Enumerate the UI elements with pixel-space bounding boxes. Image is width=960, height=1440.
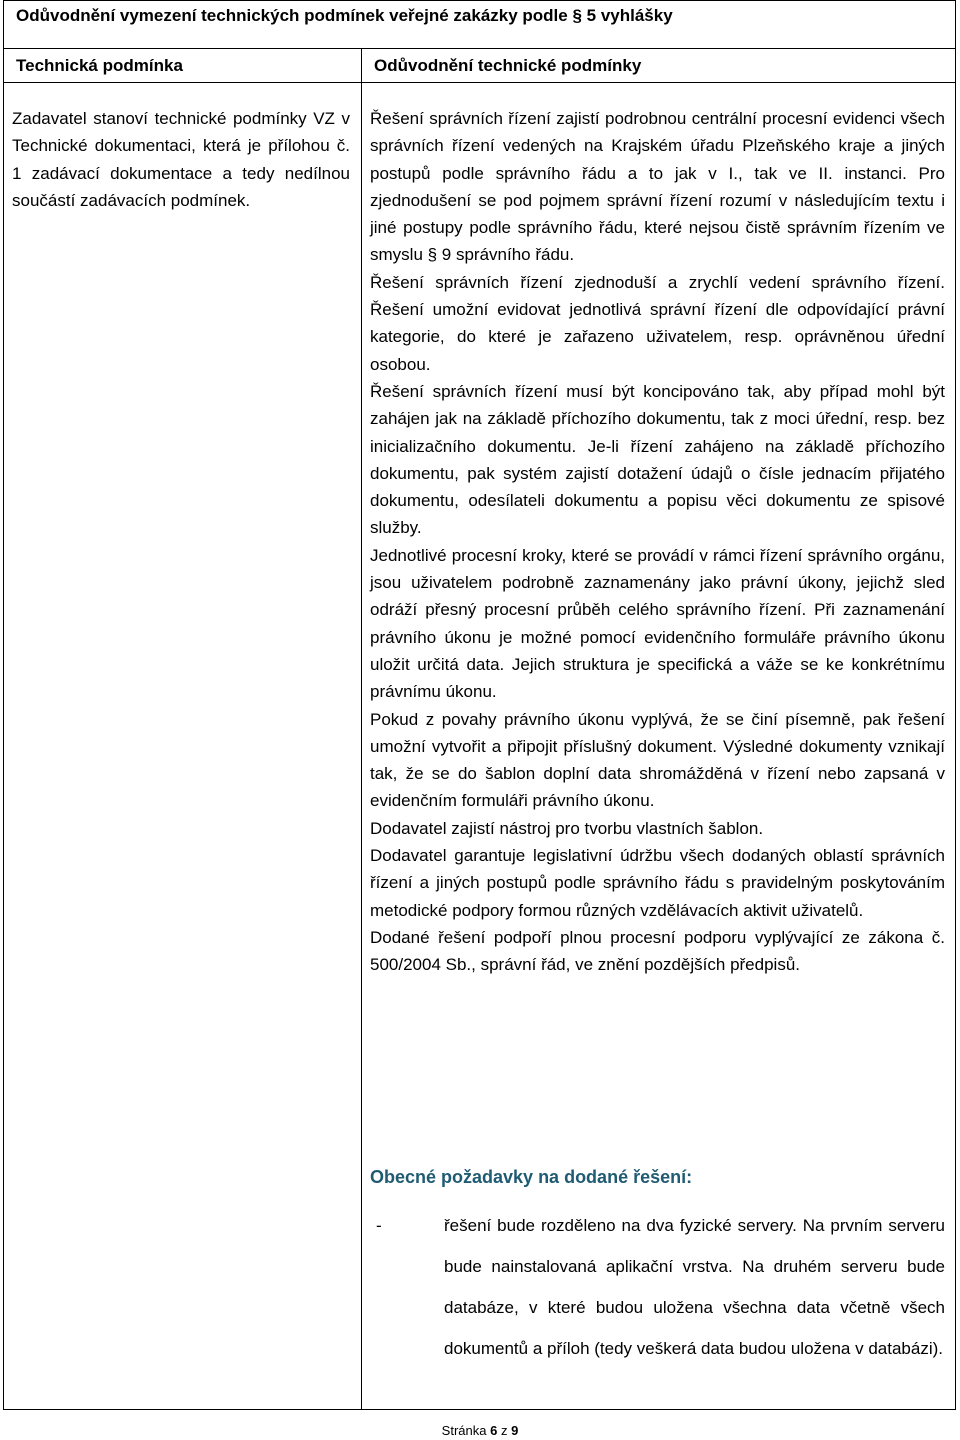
paragraph: Řešení správních řízení zjednoduší a zrychlí vedení správního řízení. Řešení umožní evidovat jednotlivá správní řízení dle odpovídající právní kategorie, do které je zařazeno uživatelem, resp. oprávněnou úřední osobou. [370,272,945,374]
footer-separator: z [500,1423,508,1438]
page-heading: Odůvodnění vymezení technických podmínek veřejné zakázky podle § 5 vyhlášky [16,6,673,25]
column-header-right: Odůvodnění technické podmínky [374,56,642,75]
paragraph: Řešení správních řízení zajistí podrobnou centrální procesní evidenci všech správních řízení vedených na Krajském úřadu Plzeňského kraje a jiných postupů podle správního řádu a to jak v I., tak ve II. instanci. Pro zjednodušení se pod pojmem správní řízení rozumí v následujícím textu i jiné postupy podle správního řádu, které nejsou čistě správním řízením ve smyslu § 9 správního řádu. [370,109,945,265]
column-divider [361,49,362,1409]
paragraph: Dodané řešení podpoří plnou procesní podporu vyplývající ze zákona č. 500/2004 Sb., správní řád, ve znění pozdějších předpisů. [370,927,945,975]
paragraph: Řešení správních řízení musí být koncipováno tak, aby případ mohl být zahájen jak na základě příchozího dokumentu, tak z moci úřední, resp. bez inicializačního dokumentu. Je-li řízení zahájeno na základě příchozího dokumentu, pak systém zajistí dotažení údajů o čísle jednacím přijatého dokumentu, odesílateli dokumentu a popisu věci dokumentu ze spisové služby. [370,381,945,538]
paragraph: Pokud z povahy právního úkonu vyplývá, že se činí písemně, pak řešení umožní vytvořit a připojit příslušný dokument. Výsledné dokumenty vznikají tak, že se do šablon doplní data shromážděná v řízení nebo zapsaná v evidenčním formuláři právního úkonu. [370,709,945,811]
footer-page-number: 6 [490,1423,498,1438]
footer-page-total: 9 [511,1423,519,1438]
paragraph: Dodavatel garantuje legislativní údržbu všech dodaných oblastí správních řízení a jiných postupů podle správního řádu s pravidelným poskytováním metodické podpory formou různých vzdělávacích aktivit uživatelů. [370,846,945,920]
column-header-left: Technická podmínka [16,56,183,75]
section-title: Obecné požadavky na dodané řešení: [370,1167,693,1187]
heading-row [4,1,955,49]
paragraph: Dodavatel zajistí nástroj pro tvorbu vlastních šablon. [370,818,764,838]
paragraph: Jednotlivé procesní kroky, které se provádí v rámci řízení správního orgánu, jsou uživatelem podrobně zaznamenány jako právní úkony, jejichž sled odráží přesný procesní průběh celého správního řízení. Při zaznamenání právního úkonu je možné pomocí evidenčního formuláře právního úkonu uložit určitá data. Jejich struktura je specifická a váže se ke konkrétnímu právnímu úkonu. [370,545,945,702]
page-footer [0,1423,960,1438]
technical-condition-cell: Zadavatel stanoví technické podmínky VZ v Technické dokumentaci, která je přílohou č. 1 zadávací dokumentace a tedy nedílnou součástí zadávacích podmínek. [12,109,350,210]
bullet-dash: - [376,1216,382,1235]
column-header-row [4,49,955,83]
footer-prefix: Stránka [441,1423,487,1438]
list-item [370,1205,945,1369]
bullet-text: řešení bude rozděleno na dva fyzické servery. Na prvním serveru bude nainstalovaná aplikační vrstva. Na druhém serveru bude databáze, v které budou uložena všechna data včetně všech dokumentů a příloh (tedy veškerá data budou uložena v databázi). [444,1216,945,1358]
justification-cell [370,105,945,979]
